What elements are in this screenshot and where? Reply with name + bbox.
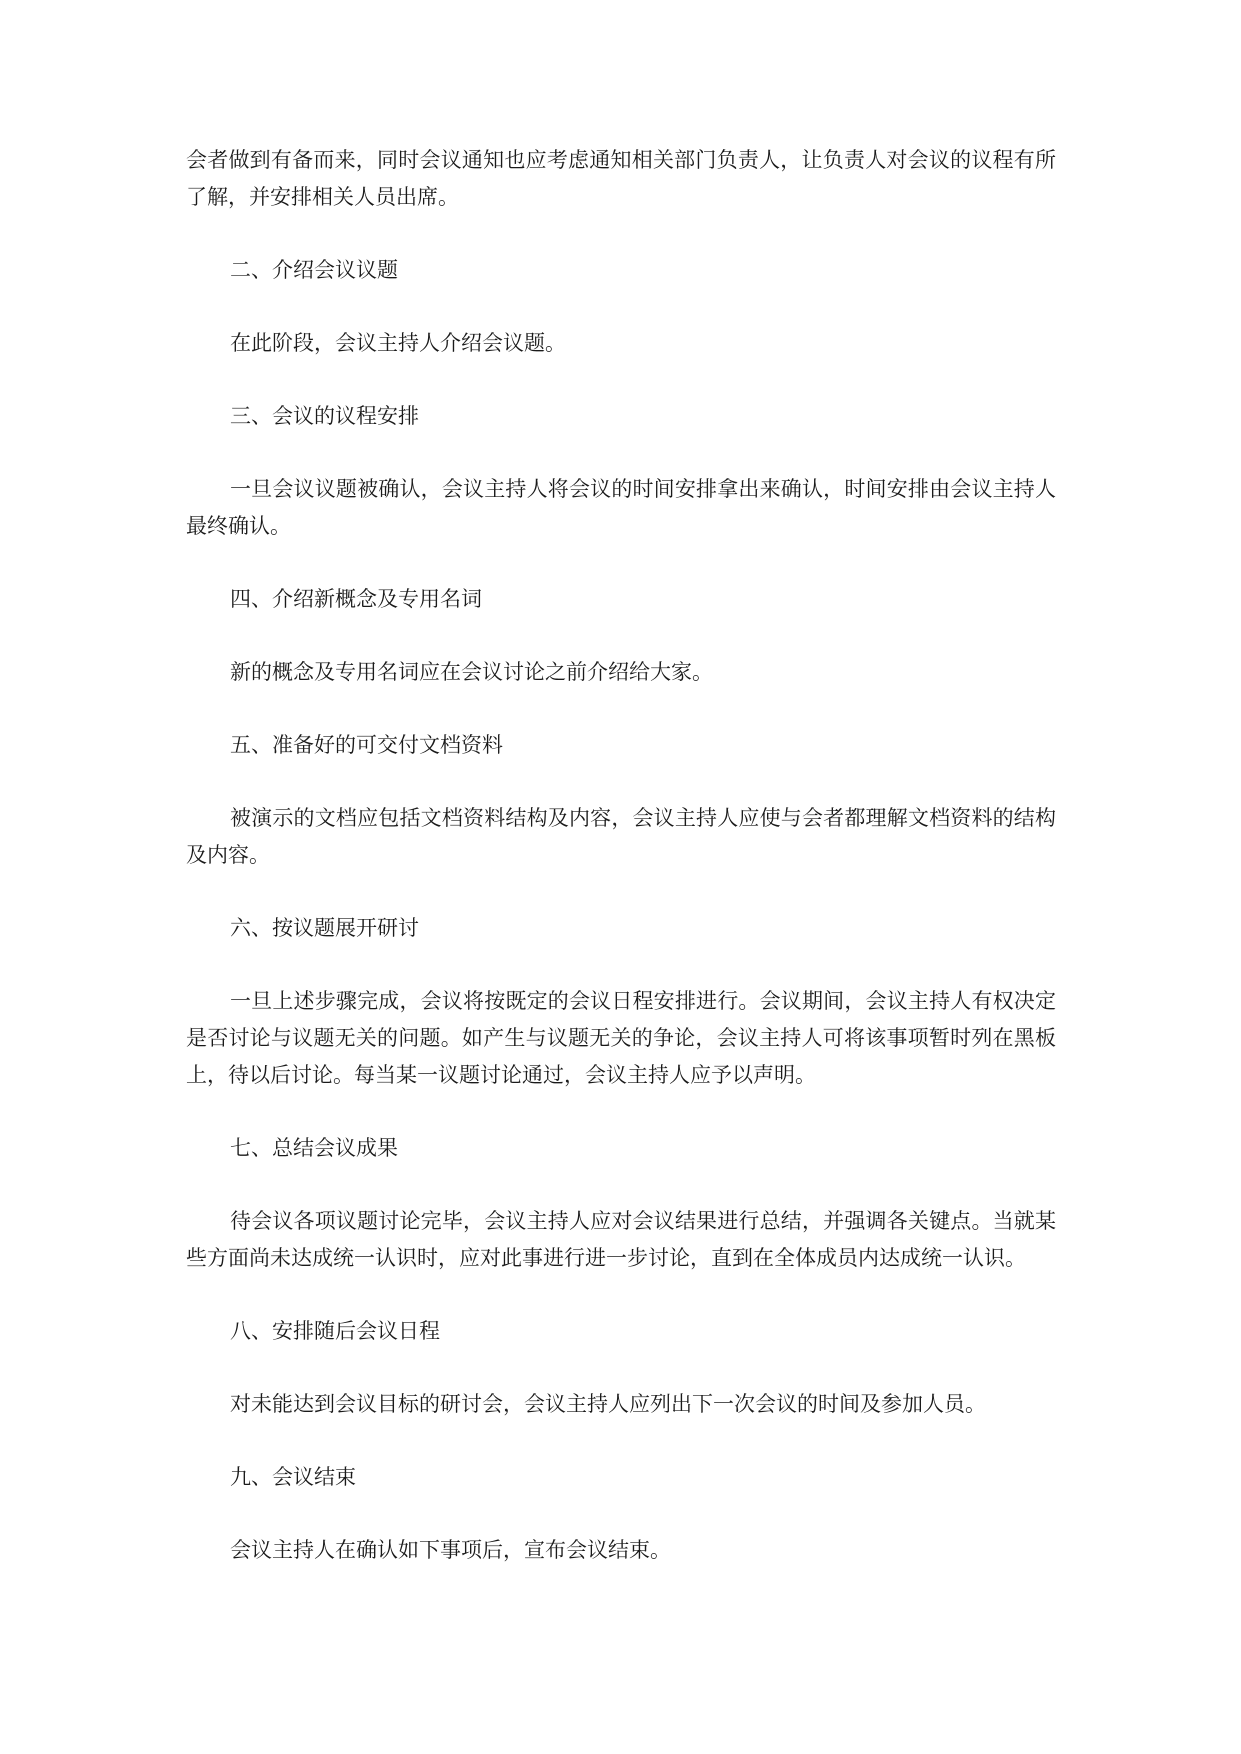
paragraph-2: 在此阶段，会议主持人介绍会议题。 bbox=[230, 331, 566, 355]
paragraph-6: 一旦上述步骤完成，会议将按既定的会议日程安排进行。会议期间，会议主持人有权决定是否讨论与议题无关的问题。如产生与议题无关的争论，会议主持人可将该事项暂时列在黑板上，待以后讨论。每当某一议题讨论通过，会议主持人应予以声明。 bbox=[186, 989, 1056, 1087]
section-heading-2: 二、介绍会议议题 bbox=[230, 258, 398, 282]
paragraph-5: 被演示的文档应包括文档资料结构及内容，会议主持人应使与会者都理解文档资料的结构及内容。 bbox=[186, 806, 1056, 867]
section-heading-6: 六、按议题展开研讨 bbox=[230, 916, 419, 940]
section-heading-5: 五、准备好的可交付文档资料 bbox=[230, 733, 503, 757]
section-heading-4: 四、介绍新概念及专用名词 bbox=[230, 587, 482, 611]
section-heading-9: 九、会议结束 bbox=[230, 1465, 356, 1489]
section-heading-8: 八、安排随后会议日程 bbox=[230, 1319, 440, 1343]
section-heading-7: 七、总结会议成果 bbox=[230, 1136, 398, 1160]
paragraph-9: 会议主持人在确认如下事项后，宣布会议结束。 bbox=[230, 1538, 671, 1562]
paragraph-continuation: 会者做到有备而来，同时会议通知也应考虑通知相关部门负责人，让负责人对会议的议程有所了解，并安排相关人员出席。 bbox=[186, 148, 1056, 209]
paragraph-8: 对未能达到会议目标的研讨会，会议主持人应列出下一次会议的时间及参加人员。 bbox=[230, 1392, 986, 1416]
document-body bbox=[186, 142, 1056, 1605]
section-heading-3: 三、会议的议程安排 bbox=[230, 404, 419, 428]
paragraph-4: 新的概念及专用名词应在会议讨论之前介绍给大家。 bbox=[230, 660, 713, 684]
paragraph-7: 待会议各项议题讨论完毕，会议主持人应对会议结果进行总结，并强调各关键点。当就某些方面尚未达成统一认识时，应对此事进行进一步讨论，直到在全体成员内达成统一认识。 bbox=[186, 1209, 1056, 1270]
paragraph-3: 一旦会议议题被确认，会议主持人将会议的时间安排拿出来确认，时间安排由会议主持人最终确认。 bbox=[186, 477, 1056, 538]
